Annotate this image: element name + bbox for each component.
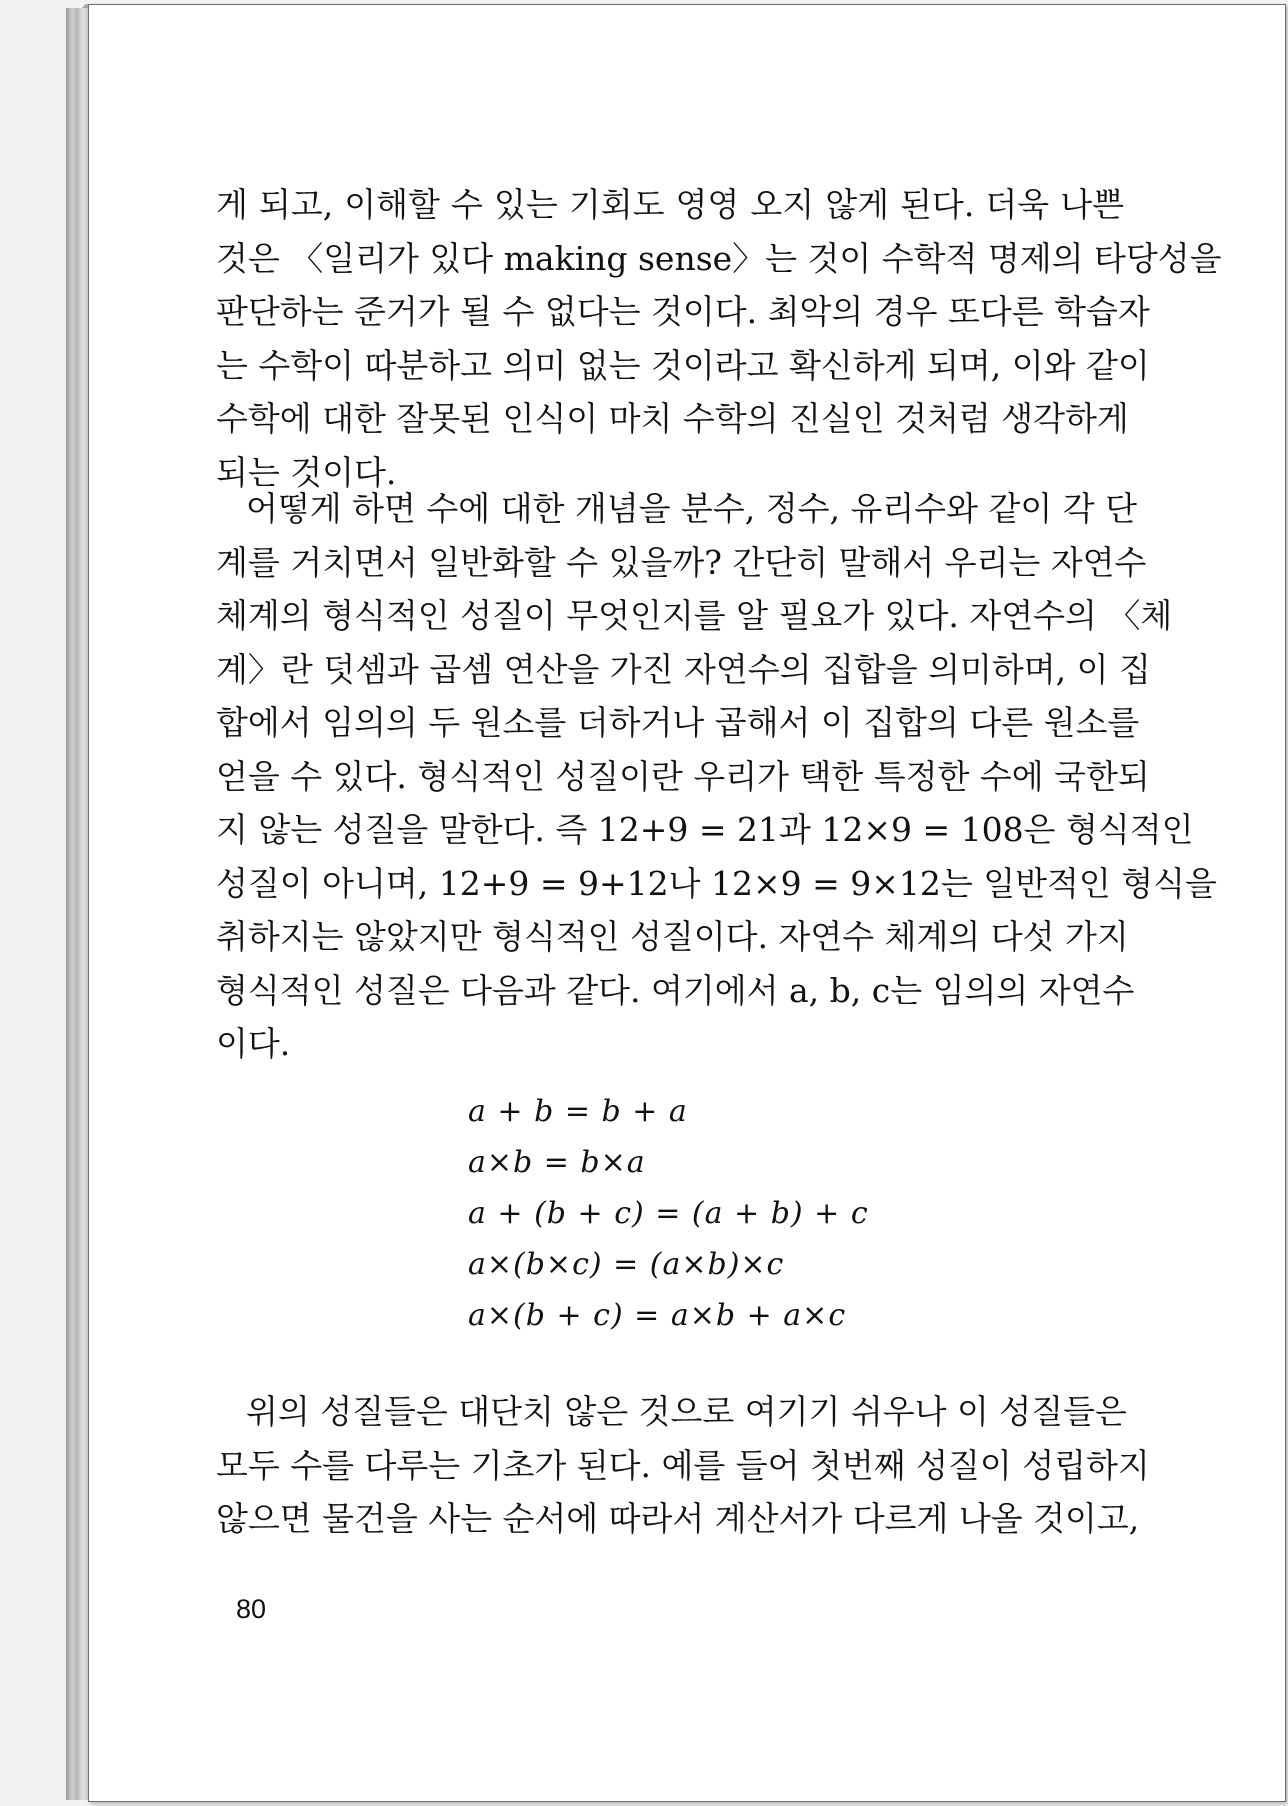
- text-line: 게 되고, 이해할 수 있는 기회도 영영 오지 않게 된다. 더욱 나쁜: [216, 185, 1124, 224]
- text-line: 모두 수를 다루는 기초가 된다. 예를 들어 첫번째 성질이 성립하지: [216, 1445, 1150, 1485]
- text-line: 되는 것이다.: [216, 452, 397, 492]
- text-line: 이다.: [216, 1024, 291, 1063]
- text-line: 얻을 수 있다. 형식적인 성질이란 우리가 택한 특정한 수에 국한되: [216, 756, 1150, 796]
- page-number: 80: [236, 1594, 267, 1624]
- paragraph-2: [216, 482, 1217, 1071]
- text-line: 형식적인 성질은 다음과 같다. 여기에서 a, b, c는 임의의 자연수: [216, 970, 1135, 1010]
- text-line: 것은 〈일리가 있다 making sense〉는 것이 수학적 명제의 타당성을: [216, 238, 1222, 278]
- text-line: 않으면 물건을 사는 순서에 따라서 계산서가 다르게 나올 것이고,: [216, 1499, 1140, 1538]
- text-line: 계를 거치면서 일반화할 수 있을까? 간단히 말해서 우리는 자연수: [216, 542, 1147, 582]
- formula-commutative-addition: a + b = b + a: [468, 1094, 688, 1129]
- formula-associative-multiplication: a×(b×c) = (a×b)×c: [468, 1247, 785, 1282]
- formula-distributive: a×(b + c) = a×b + a×c: [468, 1298, 847, 1333]
- text-line: 위의 성질들은 대단치 않은 것으로 여기기 쉬우나 이 성질들은: [246, 1392, 1127, 1431]
- text-line: 체계의 형식적인 성질이 무엇인지를 알 필요가 있다. 자연수의 〈체: [216, 596, 1173, 635]
- text-line: 취하지는 않았지만 형식적인 성질이다. 자연수 체계의 다섯 가지: [216, 917, 1129, 956]
- formula-associative-addition: a + (b + c) = (a + b) + c: [468, 1196, 869, 1231]
- text-line: 판단하는 준거가 될 수 없다는 것이다. 최악의 경우 또다른 학습자: [216, 292, 1150, 331]
- paragraph-3: [216, 1385, 1150, 1546]
- text-line: 수학에 대한 잘못된 인식이 마치 수학의 진실인 것처럼 생각하게: [216, 399, 1129, 438]
- paragraph-1: [216, 178, 1222, 499]
- text-line: 는 수학이 따분하고 의미 없는 것이라고 확신하게 되며, 이와 같이: [216, 345, 1150, 385]
- formula-commutative-multiplication: a×b = b×a: [468, 1145, 646, 1180]
- text-line: 어떻게 하면 수에 대한 개념을 분수, 정수, 유리수와 같이 각 단: [246, 489, 1137, 528]
- text-line: 지 않는 성질을 말한다. 즉 12+9 = 21과 12×9 = 108은 형식적인: [216, 810, 1194, 849]
- formula-block: [468, 1086, 869, 1341]
- text-line: 계〉란 덧셈과 곱셈 연산을 가진 자연수의 집합을 의미하며, 이 집: [216, 649, 1151, 689]
- text-line: 성질이 아니며, 12+9 = 9+12나 12×9 = 9×12는 일반적인 형식을: [216, 863, 1217, 903]
- text-line: 합에서 임의의 두 원소를 더하거나 곱해서 이 집합의 다른 원소를: [216, 703, 1140, 742]
